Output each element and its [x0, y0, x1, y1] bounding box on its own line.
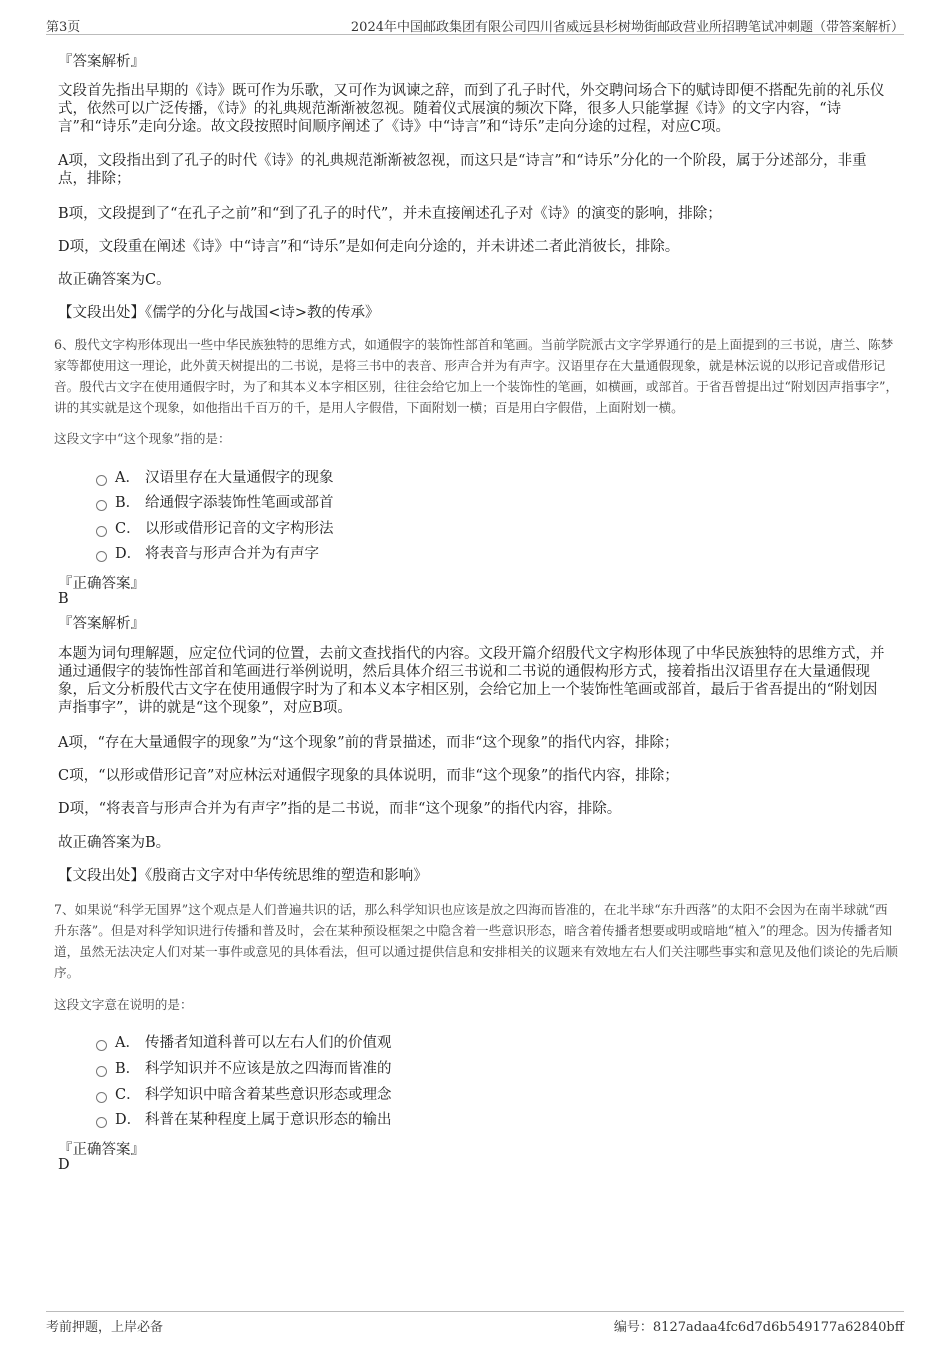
q7-stem: 7、如果说“科学无国界”这个观点是人们普遍共识的话，那么科学知识也应该是放之四海而皆准的，在北半球“东升西落”的太阳不会因为在南半球就“西升东落”。但是对科学知识进行传播和普及时，会在某种预设框架之中隐含着一些意识形态，暗含着传播者想要或明或暗地“植入”的理念。因为传播者知道，虽然无法决定人们对某一事件或意见的具体看法，但可以通过提供信息和安排相关的议题来有效地左右人们关注哪些事实和意见及他们谈论的先后顺序。	[54, 902, 898, 980]
radio-icon[interactable]	[96, 500, 107, 511]
q5-option-b-analysis: B项，文段提到了“在孔子之前”和“到了孔子的时代”，并未直接阐述孔子对《诗》的演变的影响，排除；	[58, 206, 722, 222]
q6-answer-label: 『正确答案』	[58, 576, 145, 592]
q5-option-d-analysis: D项，文段重在阐述《诗》中“诗言”和“诗乐”是如何走向分途的，并未讲述二者此消彼长，排除。	[58, 239, 680, 255]
q7-option-d[interactable]: D． 科普在某种程度上属于意识形态的输出	[96, 1108, 392, 1128]
q7-answer: D	[58, 1157, 70, 1173]
radio-icon[interactable]	[96, 1117, 107, 1128]
q5-source: 【文段出处】《儒学的分化与战国<诗>教的传承》	[58, 305, 380, 321]
q7-option-c[interactable]: C． 科学知识中暗含着某些意识形态或理念	[96, 1083, 392, 1103]
q6-conclusion: 故正确答案为B。	[58, 835, 171, 851]
document-id: 编号：8127adaa4fc6d7d6b549177a62840bff	[613, 1320, 904, 1335]
radio-icon[interactable]	[96, 551, 107, 562]
document-title: 2024年中国邮政集团有限公司四川省威远县杉树坳街邮政营业所招聘笔试冲刺题（带答案解析）	[350, 20, 904, 35]
footer-slogan: 考前押题，上岸必备	[46, 1320, 164, 1335]
q6-analysis: 本题为词句理解题，应定位代词的位置，去前文查找指代的内容。文段开篇介绍殷代文字构形体现了中华民族独特的思维方式，并通过通假字的装饰性部首和笔画进行举例说明，然后具体介绍三书说和二书说的通假构形方式，接着指出汉语里存在大量通假现象，后文分析殷代古文字在使用通假字时为了和本义本字相区别，会给它加上一个装饰性笔画或部首，最后于省吾提出的“附划因声指事字”，讲的就是“这个现象”，对应B项。	[58, 646, 885, 716]
radio-icon[interactable]	[96, 1040, 107, 1051]
radio-icon[interactable]	[96, 526, 107, 537]
q6-option-c-analysis: C项，“以形或借形记音”对应林沄对通假字现象的具体说明，而非“这个现象”的指代内容，排除；	[58, 768, 679, 784]
q5-analysis: 文段首先指出早期的《诗》既可作为乐歌，又可作为讽谏之辞，而到了孔子时代，外交聘问场合下的赋诗即便不搭配先前的礼乐仪式，依然可以广泛传播，《诗》的礼典规范渐渐被忽视。随着仪式展演的频次下降，很多人只能掌握《诗》的文字内容，“诗言”和“诗乐”走向分途。故文段按照时间顺序阐述了《诗》中“诗言”和“诗乐”走向分途的过程，对应C项。	[58, 83, 885, 135]
page-footer	[46, 1311, 904, 1336]
q6-analysis-label: 『答案解析』	[58, 616, 145, 632]
radio-icon[interactable]	[96, 475, 107, 486]
radio-icon[interactable]	[96, 1066, 107, 1077]
q6-answer: B	[58, 591, 69, 607]
q6-stem: 6、殷代文字构形体现出一些中华民族独特的思维方式，如通假字的装饰性部首和笔画。当前学院派古文字学界通行的是上面提到的三书说，唐兰、陈梦家等都使用这一理论，此外黄天树提出的二书说，是将三书中的表音、形声合并为有声字。汉语里存在大量通假现象，就是林沄说的以形记音或借形记音。殷代古文字在使用通假字时，为了和其本义本字相区别，往往会给它加上一个装饰性的笔画，如横画，或部首。于省吾曾提出过“附划因声指事字”，讲的其实就是这个现象，如他指出千百万的千，是用人字假借，下面附划一横；百是用白字假借，上面附划一横。	[54, 337, 899, 415]
q6-option-c[interactable]: C． 以形或借形记音的文字构形法	[96, 517, 334, 537]
q7-option-b[interactable]: B． 科学知识并不应该是放之四海而皆准的	[96, 1057, 392, 1077]
q5-option-a-analysis: A项，文段指出到了孔子的时代《诗》的礼典规范渐渐被忽视，而这只是“诗言”和“诗乐”分化的一个阶段，属于分述部分，非重点，排除；	[58, 153, 867, 187]
page-header	[46, 14, 904, 35]
page-number: 第3页	[46, 20, 81, 35]
q7-question: 这段文字意在说明的是：	[54, 997, 193, 1012]
q6-option-d[interactable]: D． 将表音与形声合并为有声字	[96, 542, 319, 562]
q6-source: 【文段出处】《殷商古文字对中华传统思维的塑造和影响》	[58, 868, 428, 884]
q6-option-a[interactable]: A． 汉语里存在大量通假字的现象	[96, 466, 334, 486]
q5-conclusion: 故正确答案为C。	[58, 272, 171, 288]
q6-option-a-analysis: A项，“存在大量通假字的现象”为“这个现象”前的背景描述，而非“这个现象”的指代内容，排除；	[58, 735, 679, 751]
q7-option-a[interactable]: A． 传播者知道科普可以左右人们的价值观	[96, 1031, 392, 1051]
radio-icon[interactable]	[96, 1092, 107, 1103]
q5-analysis-label: 『答案解析』	[58, 54, 145, 70]
q7-answer-label: 『正确答案』	[58, 1142, 145, 1158]
q6-option-b[interactable]: B． 给通假字添装饰性笔画或部首	[96, 491, 334, 511]
q6-question: 这段文字中“这个现象”指的是：	[54, 431, 231, 446]
q6-option-d-analysis: D项，“将表音与形声合并为有声字”指的是二书说，而非“这个现象”的指代内容，排除。	[58, 801, 622, 817]
